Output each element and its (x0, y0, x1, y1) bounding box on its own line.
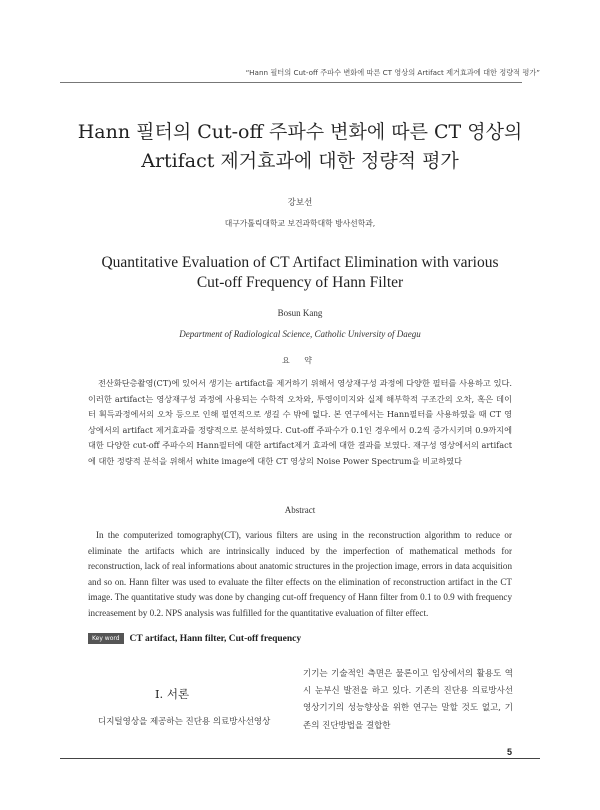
english-abstract-body: In the computerized tomography(CT), various filters are using in the reconstruction algorithm to reduce or eliminate the artifacts which are intrinsically induced by the imperfection of mathematical methods for reconstruction, lack of real informations about anatomic structures in the projection image, errors in data acquisition and so on. Hann filter was used to evaluate the filter effects on the elimination of reconstruction artifact in the CT image. The quantitative study was done by changing cut-off frequency of Hann filter from 0.1 to 0.9 with frequency increasement by 0.2. NPS analysis was fulfilled for the quantitative evaluation of filter effect. (88, 530, 512, 618)
right-column-text (303, 666, 513, 735)
english-title (60, 253, 540, 293)
keywords-text: CT artifact, Hann filter, Cut-off frequency (129, 633, 302, 644)
korean-title-line-2: Artifact 제거효과에 대한 정량적 평가 (141, 150, 459, 172)
korean-author: 강보선 (287, 198, 313, 208)
header-rule (60, 82, 522, 83)
running-header: “Hann 필터의 Cut-off 주파수 변화에 따른 CT 영상의 Artifact 제거효과에 대한 정량적 평가” (245, 68, 540, 77)
korean-abstract-body: 전산화단층촬영(CT)에 있어서 생기는 artifact를 제거하기 위해서 영상재구성 과정에 다양한 필터를 사용하고 있다. 이러한 artifact는 영상재구성 과정에 사용되는 수학적 오차와, 투영이미지와 실제 해부학적 구조간의 오차, 혹은 데이터 획득과정에서의 오차 등으로 인해 필연적으로 생길 수 밖에 없다. 본 연구에서는 Hann필터를 사용하였을 때 CT 영상에서의 artifact 제거효과를 정량적으로 분석하였다. Cut-off 주파수가 0.1인 경우에서 0.2씩 증가시키며 0.9까지에 대한 다양한 cut-off 주파수의 Hann필터에 대한 artifact제거 효과에 대한 결과를 보였다. 재구성 영상에서의 artifact에 대한 정량적 분석을 위해서 white image에 대한 CT 영상의 Noise Power Spectrum을 비교하였다 (88, 378, 512, 466)
keywords-row (88, 633, 301, 644)
footer-rule (60, 758, 540, 759)
page-number: 5 (506, 747, 512, 757)
english-title-line-2: Cut-off Frequency of Hann Filter (196, 274, 404, 291)
right-column-paragraph: 기기는 기술적인 측면은 물론이고 임상에서의 활용도 역시 눈부신 발전을 하고 있다. 기존의 진단용 의료방사선영상기기의 성능향상을 위한 연구는 말할 것도 없고, 기존의 진단방법을 결합한 (303, 669, 513, 731)
english-affiliation: Department of Radiological Science, Catholic University of Daegu (179, 329, 421, 339)
english-abstract-heading: Abstract (284, 505, 316, 515)
korean-title (60, 118, 540, 176)
korean-title-line-1: Hann 필터의 Cut-off 주파수 변화에 따른 CT 영상의 (77, 121, 523, 143)
korean-affiliation: 대구가톨릭대학교 보건과학대학 방사선학과, (224, 219, 376, 228)
keywords-label: Key word (88, 633, 124, 644)
english-author: Bosun Kang (277, 308, 323, 318)
left-column-text: 디지털영상을 제공하는 진단용 의료방사선영상 (98, 717, 271, 727)
korean-abstract-heading: 요 약 (282, 356, 318, 365)
english-title-line-1: Quantitative Evaluation of CT Artifact Elimination with various (101, 254, 499, 271)
section-heading-introduction: I. 서론 (155, 687, 190, 701)
